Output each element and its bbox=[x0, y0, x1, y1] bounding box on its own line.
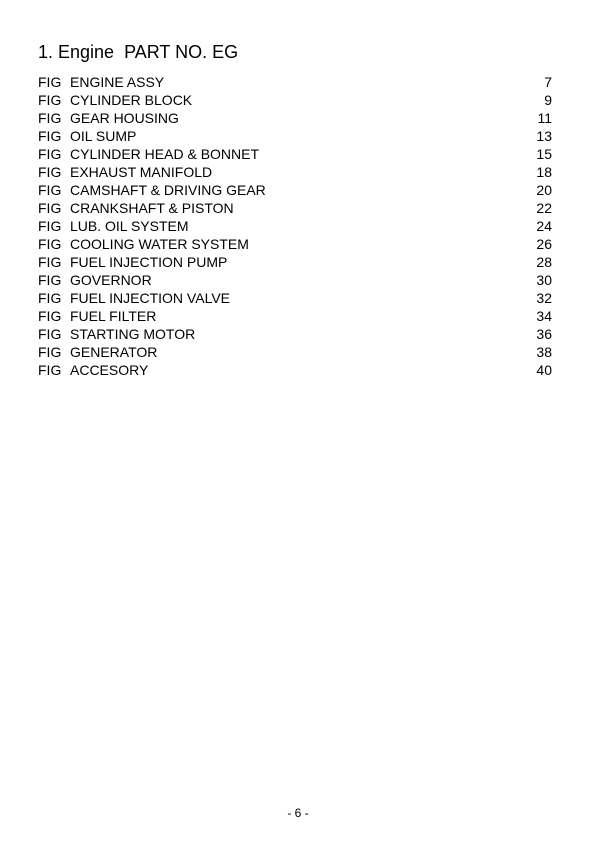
toc-entry-title: CAMSHAFT & DRIVING GEAR bbox=[70, 182, 266, 198]
toc-entry-label bbox=[38, 271, 152, 289]
section-title: 1. Engine PART NO. EG bbox=[38, 42, 239, 62]
toc-entry bbox=[38, 91, 552, 109]
toc-entry-label bbox=[38, 307, 156, 325]
toc-entry bbox=[38, 217, 552, 235]
toc-entry-label bbox=[38, 253, 227, 271]
toc-entry-page: 30 bbox=[536, 272, 552, 288]
toc-entry-prefix: FIG bbox=[38, 290, 62, 306]
toc-entry-page: 22 bbox=[536, 200, 552, 216]
toc-entry bbox=[38, 235, 552, 253]
toc-entry-page: 26 bbox=[536, 236, 552, 252]
toc-entry bbox=[38, 127, 552, 145]
toc-entry bbox=[38, 253, 552, 271]
toc-entry-title: FUEL FILTER bbox=[70, 308, 157, 324]
toc-entry-prefix: FIG bbox=[38, 362, 62, 378]
toc-entry-title: GENERATOR bbox=[70, 344, 158, 360]
toc-entry-prefix: FIG bbox=[38, 272, 62, 288]
toc-entry-page: 7 bbox=[544, 74, 552, 90]
page-number: - 6 - bbox=[287, 806, 309, 820]
toc-entry-label bbox=[38, 343, 157, 361]
toc-entry-title: COOLING WATER SYSTEM bbox=[70, 236, 249, 252]
toc-entry bbox=[38, 145, 552, 163]
toc-entry-label bbox=[38, 91, 192, 109]
toc-entry-prefix: FIG bbox=[38, 308, 62, 324]
toc-entry-page: 9 bbox=[544, 92, 552, 108]
toc-entry-prefix: FIG bbox=[38, 344, 62, 360]
toc-entry-prefix: FIG bbox=[38, 218, 62, 234]
toc-entry-page: 40 bbox=[536, 362, 552, 378]
toc-entry-prefix: FIG bbox=[38, 200, 62, 216]
toc-entry-label bbox=[38, 109, 179, 127]
toc-entry-title: FUEL INJECTION PUMP bbox=[70, 254, 228, 270]
toc-entry bbox=[38, 163, 552, 181]
toc-entry-page: 15 bbox=[536, 146, 552, 162]
toc-entry-page: 13 bbox=[536, 128, 552, 144]
toc-entry-title: STARTING MOTOR bbox=[70, 326, 196, 342]
toc-entry bbox=[38, 181, 552, 199]
toc-entry-title: CRANKSHAFT & PISTON bbox=[70, 200, 234, 216]
toc-entry-prefix: FIG bbox=[38, 110, 62, 126]
toc-entry-prefix: FIG bbox=[38, 74, 62, 90]
toc-entry-label bbox=[38, 127, 136, 145]
toc-entry-title: CYLINDER BLOCK bbox=[70, 92, 193, 108]
toc-entry-title: GOVERNOR bbox=[70, 272, 152, 288]
toc-entry-page: 38 bbox=[536, 344, 552, 360]
toc-entry bbox=[38, 343, 552, 361]
toc-entry-label bbox=[38, 217, 189, 235]
toc-entry-prefix: FIG bbox=[38, 236, 62, 252]
toc-entry-title: FUEL INJECTION VALVE bbox=[70, 290, 230, 306]
toc-entry-label bbox=[38, 289, 230, 307]
toc-entry-label bbox=[38, 181, 266, 199]
toc-entry-label bbox=[38, 163, 212, 181]
toc-entry bbox=[38, 199, 552, 217]
toc-entry-prefix: FIG bbox=[38, 254, 62, 270]
toc-entry bbox=[38, 109, 552, 127]
toc-entry-label bbox=[38, 145, 259, 163]
toc-entry-title: CYLINDER HEAD & BONNET bbox=[70, 146, 260, 162]
toc-entry-prefix: FIG bbox=[38, 164, 62, 180]
toc-entry bbox=[38, 289, 552, 307]
toc-entry bbox=[38, 325, 552, 343]
toc-entry bbox=[38, 361, 552, 379]
toc-entry-prefix: FIG bbox=[38, 146, 62, 162]
toc-entry-title: OIL SUMP bbox=[70, 128, 137, 144]
toc-entry-label bbox=[38, 199, 234, 217]
toc-entry bbox=[38, 73, 552, 91]
toc-entry-prefix: FIG bbox=[38, 182, 62, 198]
toc-entry-page: 28 bbox=[536, 254, 552, 270]
toc-entry-page: 36 bbox=[536, 326, 552, 342]
toc-entry-page: 11 bbox=[537, 110, 552, 126]
toc-entry-page: 18 bbox=[536, 164, 552, 180]
toc-entry bbox=[38, 307, 552, 325]
toc-entry-page: 34 bbox=[536, 308, 552, 324]
toc-entry-title: ACCESORY bbox=[70, 362, 149, 378]
toc-entry-title: LUB. OIL SYSTEM bbox=[70, 218, 189, 234]
toc-entry-prefix: FIG bbox=[38, 128, 62, 144]
toc-entry-page: 20 bbox=[536, 182, 552, 198]
toc-entry-title: EXHAUST MANIFOLD bbox=[70, 164, 213, 180]
toc-entry-label bbox=[38, 73, 164, 91]
toc-entry-label bbox=[38, 361, 148, 379]
toc-entry-label bbox=[38, 325, 195, 343]
toc-entry-page: 32 bbox=[536, 290, 552, 306]
toc-entry bbox=[38, 271, 552, 289]
toc-entry-title: GEAR HOUSING bbox=[70, 110, 179, 126]
toc-entry-prefix: FIG bbox=[38, 326, 62, 342]
toc-entry-prefix: FIG bbox=[38, 92, 62, 108]
toc-entry-page: 24 bbox=[536, 218, 552, 234]
toc-entry-title: ENGINE ASSY bbox=[70, 74, 165, 90]
toc-list bbox=[38, 73, 552, 379]
toc-entry-label bbox=[38, 235, 249, 253]
